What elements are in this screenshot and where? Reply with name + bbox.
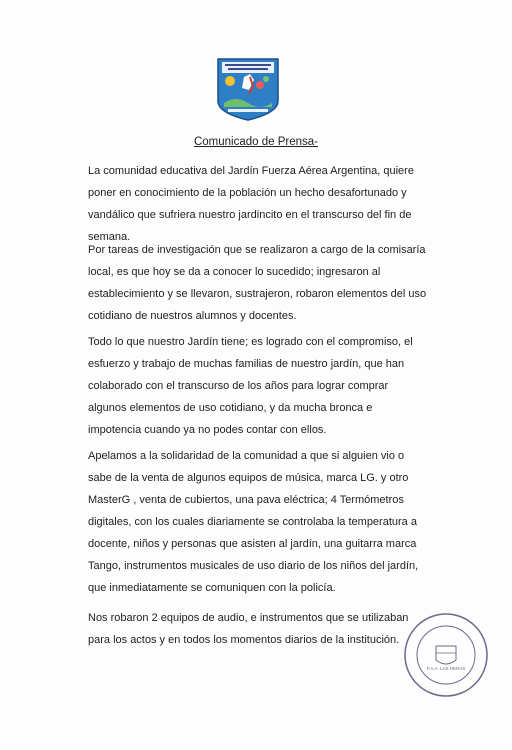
paragraph-2: Por tareas de investigación que se realizaron a cargo de la comisaría local, es que hoy se da a conocer lo sucedido; ingresaron al establecimiento y se llevaron, sustrajeron, robaron elementos del uso cotidiano de nuestros alumnos y docentes. — [88, 244, 427, 322]
paragraph-4: Apelamos a la solidaridad de la comunidad a que si alguien vio o sabe de la venta de algunos equipos de música, marca LG. y otro MasterG , venta de cubiertos, una pava eléctrica; 4 Termómetros digitales, con los cuales diariamente se controlaba la temperatura a docente, niños y personas que asisten al jardín, una guitarra marca Tango, instrumentos musicales de uso diario de los niños del jardín, que inmediatamente se comuniquen con la policía. — [88, 450, 419, 594]
paragraph-1: La comunidad educativa del Jardín Fuerza Aérea Argentina, quiere poner en conocimiento de la población un hecho desafortunado y vandálico que sufriera nuestro jardincito en el transcurso del fin de semana. — [88, 165, 414, 243]
paragraph-3: Todo lo que nuestro Jardín tiene; es logrado con el compromiso, el esfuerzo y trabajo de muchas familias de nuestro jardín, que han colaborado con el transcurso de los años para lograr comprar algunos elementos de uso cotidiano, y da mucha bronca e impotencia cuando ya no podes contar con ellos. — [88, 336, 413, 436]
page-title: Comunicado de Prensa- — [193, 136, 318, 148]
kindergarten-shield-logo-icon — [216, 57, 280, 122]
stamp-center-text: F.A.A. — [426, 666, 439, 671]
stamp-center-text-2: LAS HERAS — [440, 666, 466, 671]
svg-text:F.A.A. LAS HERAS — [427, 666, 466, 671]
official-seal-stamp-icon — [403, 612, 489, 698]
paragraph-5: Nos robaron 2 equipos de audio, e instrumentos que se utilizaban para los actos y en todos los momentos diarios de la institución. — [88, 612, 409, 646]
